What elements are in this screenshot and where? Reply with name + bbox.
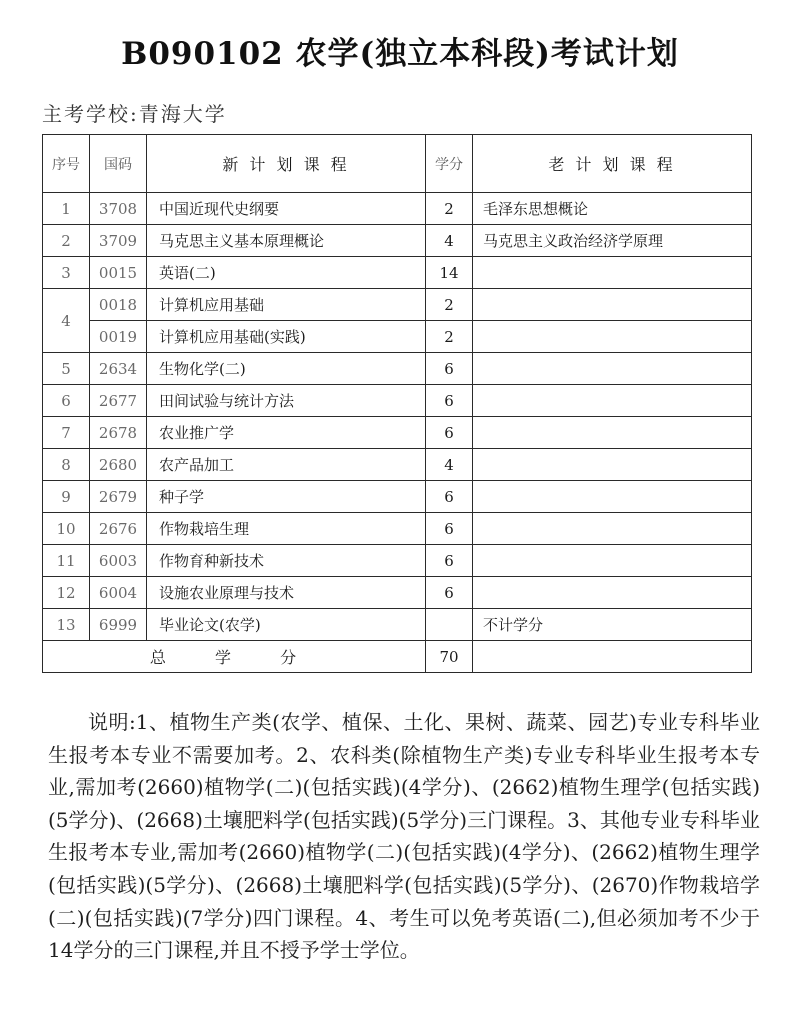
- row-number: 10: [43, 513, 90, 545]
- new-course-name: 英语(二): [147, 257, 426, 289]
- new-course-name: 种子学: [147, 481, 426, 513]
- course-code: 2680: [90, 449, 147, 481]
- row-number: 8: [43, 449, 90, 481]
- table-row: [43, 577, 752, 609]
- old-course-name: [473, 321, 752, 353]
- course-credit: 2: [426, 193, 473, 225]
- course-code: 2679: [90, 481, 147, 513]
- school-label: 主考学校:青海大学: [42, 102, 227, 126]
- row-number: 1: [43, 193, 90, 225]
- total-row: [43, 641, 752, 673]
- old-course-name: 马克思主义政治经济学原理: [473, 225, 752, 257]
- course-code: 6003: [90, 545, 147, 577]
- total-credit: 70: [426, 641, 473, 673]
- table-row: [43, 609, 752, 641]
- course-code: 3709: [90, 225, 147, 257]
- new-course-name: 田间试验与统计方法: [147, 385, 426, 417]
- new-course-name: 生物化学(二): [147, 353, 426, 385]
- header-code: 国码: [90, 135, 147, 193]
- table-header-row: [43, 135, 752, 193]
- header-credit: 学分: [426, 135, 473, 193]
- new-course-name: 毕业论文(农学): [147, 609, 426, 641]
- exam-plan-table: [42, 134, 752, 673]
- table-row: [43, 513, 752, 545]
- header-new-course: 新 计 划 课 程: [147, 135, 426, 193]
- course-code: 0015: [90, 257, 147, 289]
- course-credit: 6: [426, 545, 473, 577]
- new-course-name: 作物育种新技术: [147, 545, 426, 577]
- course-credit: 6: [426, 385, 473, 417]
- row-number: 11: [43, 545, 90, 577]
- course-code: 2676: [90, 513, 147, 545]
- old-course-name: [473, 353, 752, 385]
- course-code: 0019: [90, 321, 147, 353]
- table-row: [43, 385, 752, 417]
- row-number: 5: [43, 353, 90, 385]
- course-credit: 2: [426, 321, 473, 353]
- old-course-name: [473, 545, 752, 577]
- row-number: 12: [43, 577, 90, 609]
- old-course-name: [473, 577, 752, 609]
- course-credit: 6: [426, 577, 473, 609]
- course-code: 0018: [90, 289, 147, 321]
- course-credit: 4: [426, 449, 473, 481]
- table-row: [43, 257, 752, 289]
- table-row: [43, 225, 752, 257]
- row-number: 4: [43, 289, 90, 353]
- row-number: 2: [43, 225, 90, 257]
- course-credit: 4: [426, 225, 473, 257]
- new-course-name: 农产品加工: [147, 449, 426, 481]
- old-course-name: [473, 289, 752, 321]
- new-course-name: 农业推广学: [147, 417, 426, 449]
- course-credit: 6: [426, 513, 473, 545]
- new-course-name: 作物栽培生理: [147, 513, 426, 545]
- header-no: 序号: [43, 135, 90, 193]
- row-number: 7: [43, 417, 90, 449]
- old-course-name: [473, 513, 752, 545]
- table-row: [43, 321, 752, 353]
- table-row: [43, 289, 752, 321]
- row-number: 3: [43, 257, 90, 289]
- old-course-name: [473, 257, 752, 289]
- new-course-name: 计算机应用基础(实践): [147, 321, 426, 353]
- course-code: 2634: [90, 353, 147, 385]
- table-row: [43, 353, 752, 385]
- new-course-name: 设施农业原理与技术: [147, 577, 426, 609]
- old-course-name: [473, 417, 752, 449]
- course-credit: 14: [426, 257, 473, 289]
- new-course-name: 中国近现代史纲要: [147, 193, 426, 225]
- course-credit: 6: [426, 417, 473, 449]
- course-code: 6999: [90, 609, 147, 641]
- total-label: 总 学 分: [43, 641, 426, 673]
- course-credit: 6: [426, 481, 473, 513]
- course-credit: 2: [426, 289, 473, 321]
- old-course-name: [473, 385, 752, 417]
- old-course-name: 不计学分: [473, 609, 752, 641]
- table-row: [43, 481, 752, 513]
- explanation-note: 说明:1、植物生产类(农学、植保、土化、果树、蔬菜、园艺)专业专科毕业生报考本专业不需要加考。2、农科类(除植物生产类)专业专科毕业生报考本专业,需加考(2660)植物学(二)(包括实践)(4学分)、(2662)植物生理学(包括实践)(5学分)、(2668)土壤肥料学(包括实践)(5学分)三门课程。3、其他专业专科毕业生报考本专业,需加考(2660)植物学(二)(包括实践)(4学分)、(2662)植物生理学(包括实践)(5学分)、(2668)土壤肥料学(包括实践)(5学分)、(2670)作物栽培学(二)(包括实践)(7学分)四门课程。4、考生可以免考英语(二),但必须加考不少于14学分的三门课程,并且不授予学士学位。: [48, 710, 760, 963]
- table-row: [43, 449, 752, 481]
- row-number: 13: [43, 609, 90, 641]
- new-course-name: 计算机应用基础: [147, 289, 426, 321]
- table-row: [43, 193, 752, 225]
- new-course-name: 马克思主义基本原理概论: [147, 225, 426, 257]
- course-code: 2678: [90, 417, 147, 449]
- course-code: 2677: [90, 385, 147, 417]
- header-old-course: 老 计 划 课 程: [473, 135, 752, 193]
- table-row: [43, 417, 752, 449]
- course-code: 6004: [90, 577, 147, 609]
- course-code: 3708: [90, 193, 147, 225]
- course-credit: [426, 609, 473, 641]
- row-number: 9: [43, 481, 90, 513]
- old-course-name: 毛泽东思想概论: [473, 193, 752, 225]
- total-old-empty: [473, 641, 752, 673]
- table-row: [43, 545, 752, 577]
- old-course-name: [473, 449, 752, 481]
- page-title: B090102 农学(独立本科段)考试计划: [121, 36, 679, 72]
- row-number: 6: [43, 385, 90, 417]
- old-course-name: [473, 481, 752, 513]
- course-credit: 6: [426, 353, 473, 385]
